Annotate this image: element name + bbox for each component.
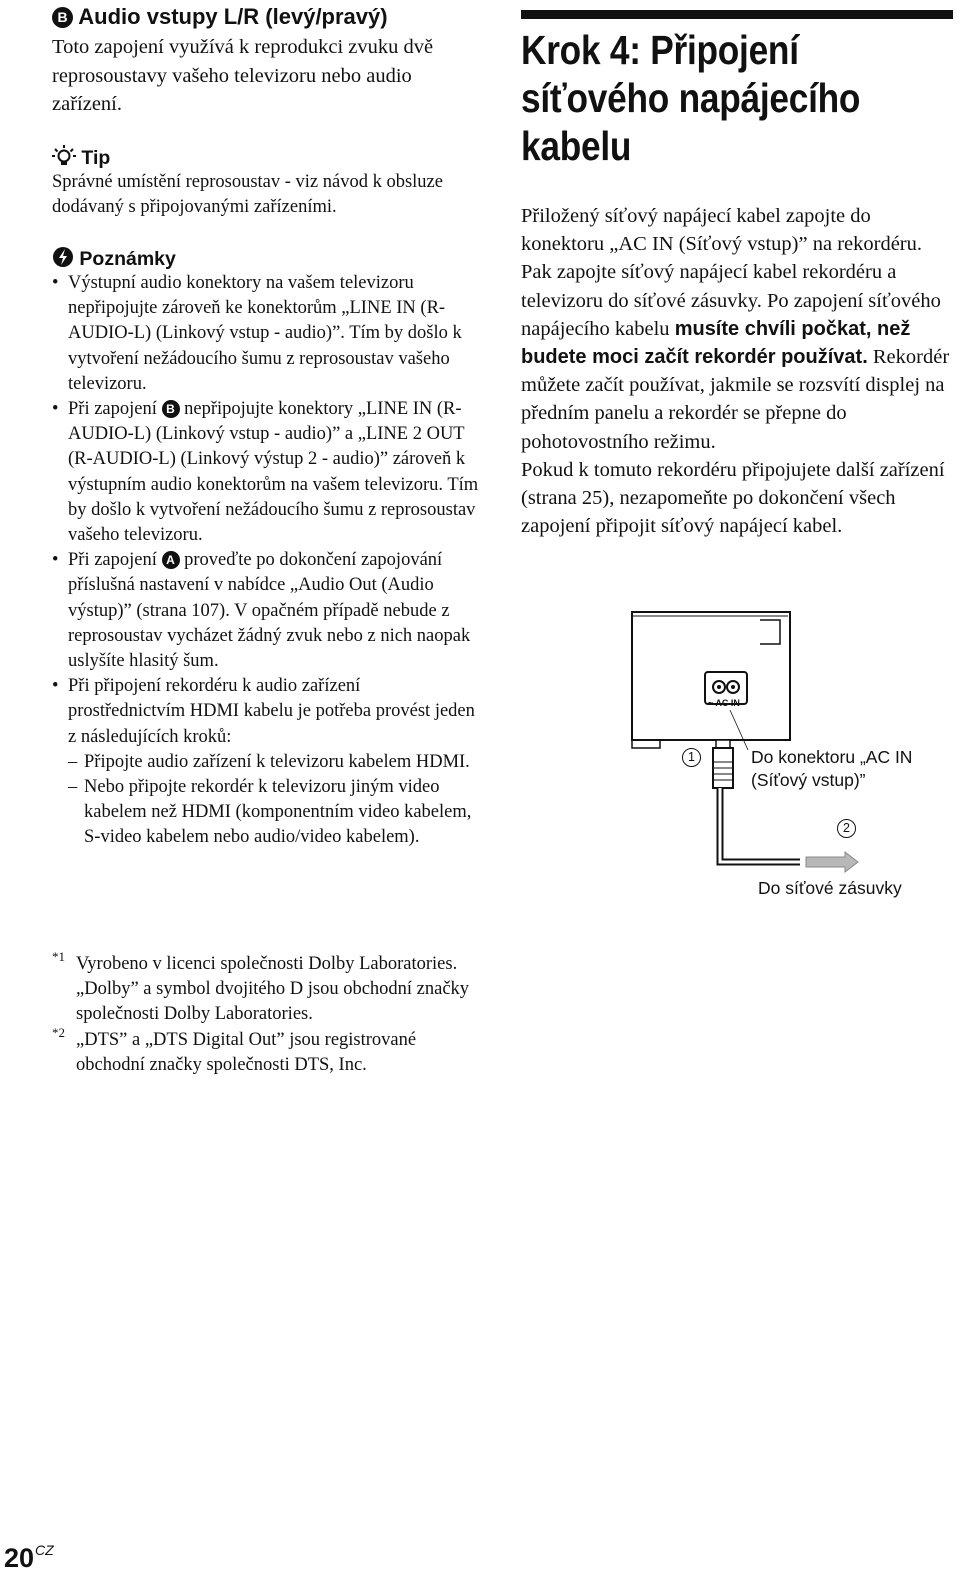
footnote-1: *1 Vyrobeno v licenci společnosti Dolby Laboratories. „Dolby” a symbol dvojitého D jsou obchodní značky společnosti Dolby Laboratories. bbox=[52, 949, 470, 1025]
footnotes bbox=[52, 949, 482, 1078]
step-1-marker: 1 bbox=[682, 748, 701, 767]
note-warning-icon bbox=[52, 246, 74, 268]
ac-in-callout: Do konektoru „AC IN (Síťový vstup)” bbox=[751, 747, 913, 790]
step-4-body bbox=[521, 202, 951, 540]
ac-in-port-label: ~ AC IN bbox=[708, 698, 740, 708]
lightbulb-icon bbox=[52, 145, 76, 167]
hdmi-option-2: – Nebo připojte rekordér k televizoru jiným video kabelem než HDMI (komponentním video kabelem, S-video kabelem nebo audio/video kabelem). bbox=[68, 777, 472, 848]
tip-text: Správné umístění reprosoustav - viz návod k obsluze dodávaný s připojovanými zařízeními. bbox=[52, 172, 443, 218]
section-b-badge: B bbox=[52, 7, 73, 28]
section-b-text: Toto zapojení využívá k reprodukci zvuku dvě reprosoustavy vašeho televizoru nebo audio zařízení. bbox=[52, 36, 434, 115]
step-2-marker: 2 bbox=[837, 819, 856, 838]
section-b-title: Audio vstupy L/R (levý/pravý) bbox=[78, 4, 388, 29]
wait-warning: musíte chvíli počkat, než budete moci začít rekordér používat. bbox=[521, 317, 911, 369]
wall-outlet-callout: Do síťové zásuvky bbox=[758, 878, 902, 898]
tip-heading bbox=[52, 145, 110, 170]
notes-heading bbox=[52, 246, 176, 271]
hdmi-options bbox=[68, 750, 482, 851]
notes-title: Poznámky bbox=[79, 248, 176, 270]
tip-title: Tip bbox=[81, 147, 111, 169]
notes-item-2: • Při zapojení B nepřipojujte konektory „LINE IN (R-AUDIO-L) (Linkový vstup - audio)” a „LINE 2 OUT (R-AUDIO-L) (Linkový výstup 2 - audio)” zároveň k výstupním audio konektorům na vašem televizoru. Tím by došlo k vytvoření nežádoucího šumu z reprosoustav vašeho televizoru. bbox=[52, 399, 479, 546]
notes-item-3: • Při zapojení A proveďte po dokončení zapojování příslušná nastavení v nabídce „Audio Out (Audio výstup)” (strana 107). V opačném případě nebude z reprosoustav vycházet žádný zvuk nebo z nich naopak uslyšíte hlasitý šum. bbox=[52, 550, 471, 672]
footnote-2: *2 „DTS” a „DTS Digital Out” jsou registrované obchodní značky společnosti DTS, Inc. bbox=[52, 1024, 417, 1075]
step-4-title: Krok 4: Připojení síťového napájecího kabelu bbox=[521, 27, 861, 169]
step-4-paragraph-2: Pokud k tomuto rekordéru připojujete další zařízení (strana 25), nezapomeňte po dokončení všech zapojení připojit síťový napájecí kabel. bbox=[521, 458, 945, 538]
notes-item-4: • Při připojení rekordéru k audio zařízení prostřednictvím HDMI kabelu je potřeba provést jeden z následujících kroků: – Připojte audio zařízení k televizoru kabelem HDMI. – Nebo připojte rekordér k televizoru jiným video kabelem než HDMI (komponentním video kabelem, S-video kabelem nebo audio/video kabelem). bbox=[52, 674, 482, 850]
badge-a: A bbox=[162, 551, 180, 569]
ac-connection-diagram bbox=[620, 600, 955, 910]
section-rule bbox=[521, 10, 953, 19]
section-b-heading bbox=[52, 4, 388, 30]
notes-item-1: • Výstupní audio konektory na vašem televizoru nepřipojujte zároveň ke konektorům „LINE IN (R-AUDIO-L) (Linkový vstup - audio)”. Tím by došlo k vytvoření nežádoucího šumu z reprosoustav vašeho televizoru. bbox=[52, 273, 462, 394]
notes-list bbox=[52, 271, 482, 851]
badge-b: B bbox=[162, 400, 180, 418]
step-4-paragraph-1: Přiložený síťový napájecí kabel zapojte do konektoru „AC IN (Síťový vstup)” na rekordéru. Pak zapojte síťový napájecí kabel rekordéru a televizoru do síťové zásuvky. Po zapojení síťového napájecího kabelu musíte chvíli počkat, než budete moci začít rekordér používat. Rekordér můžete začít používat, jakmile se rozsvítí displej na předním panelu a rekordér se přepne do pohotovostního režimu. bbox=[521, 205, 950, 453]
page-number: $20^{CZ}$ bbox=[4, 1542, 54, 1573]
hdmi-option-1: – Připojte audio zařízení k televizoru kabelem HDMI. bbox=[68, 751, 470, 772]
